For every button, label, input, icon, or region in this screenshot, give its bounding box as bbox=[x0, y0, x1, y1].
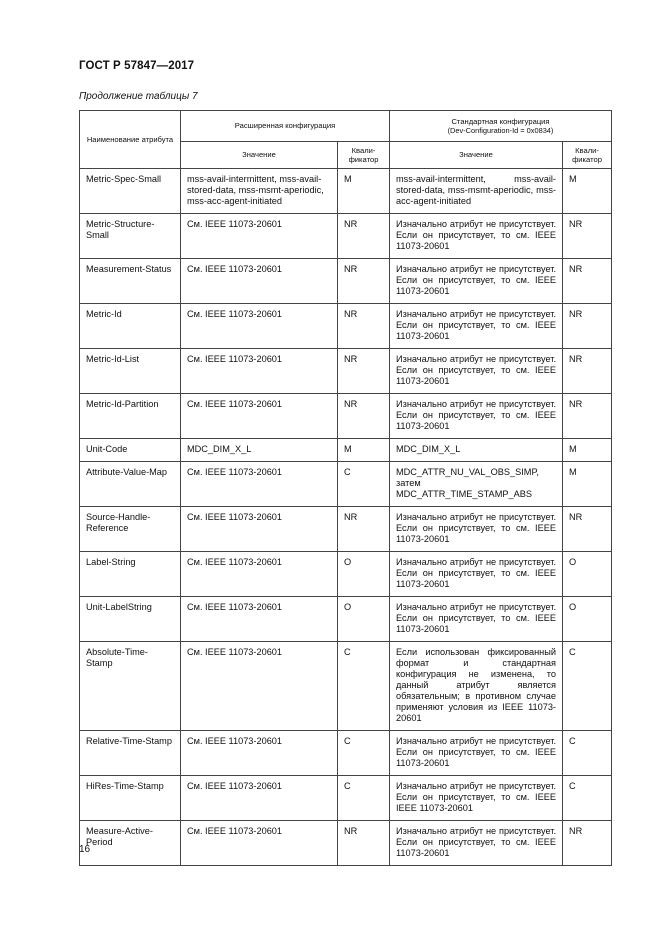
attribute-name-cell: Label-String bbox=[80, 552, 181, 597]
extended-value-cell: См. IEEE 11073-20601 bbox=[181, 507, 338, 552]
extended-value-cell: См. IEEE 11073-20601 bbox=[181, 642, 338, 731]
standard-value-cell: Если использован фиксированный формат и стандартная конфигурация не изменена, то данный атрибут является обязательным; в противном случае применяют условия из IEEE 11073-20601 bbox=[390, 642, 563, 731]
attribute-name-cell: Metric-Id bbox=[80, 304, 181, 349]
header-std-qualifier: Квали-фикатор bbox=[563, 142, 612, 169]
table-row bbox=[80, 507, 612, 552]
table-row bbox=[80, 597, 612, 642]
header-attribute-name: Наименование атрибута bbox=[80, 111, 181, 169]
extended-qualifier-cell: O bbox=[338, 552, 390, 597]
extended-qualifier-cell: NR bbox=[338, 349, 390, 394]
page-number: 16 bbox=[79, 844, 91, 855]
extended-qualifier-cell: NR bbox=[338, 394, 390, 439]
standard-value-cell: Изначально атрибут не присутствует. Если он присутствует, то см. IEEE 11073-20601 bbox=[390, 552, 563, 597]
extended-qualifier-cell: C bbox=[338, 642, 390, 731]
attribute-name-cell: Metric-Structure-Small bbox=[80, 214, 181, 259]
standard-qualifier-cell: NR bbox=[563, 821, 612, 866]
table-row bbox=[80, 642, 612, 731]
extended-value-cell: См. IEEE 11073-20601 bbox=[181, 259, 338, 304]
standard-qualifier-cell: M bbox=[563, 439, 612, 462]
extended-value-cell: См. IEEE 11073-20601 bbox=[181, 597, 338, 642]
extended-qualifier-cell: NR bbox=[338, 214, 390, 259]
extended-qualifier-cell: C bbox=[338, 462, 390, 507]
table-row bbox=[80, 439, 612, 462]
header-ext-qualifier: Квали-фикатор bbox=[338, 142, 390, 169]
attribute-name-cell: Absolute-Time-Stamp bbox=[80, 642, 181, 731]
table-row bbox=[80, 552, 612, 597]
attribute-name-cell: Unit-LabelString bbox=[80, 597, 181, 642]
standard-value-cell: MDC_ATTR_NU_VAL_OBS_SIMP, затем MDC_ATTR_TIME_STAMP_ABS bbox=[390, 462, 563, 507]
extended-qualifier-cell: M bbox=[338, 169, 390, 214]
standard-qualifier-cell: M bbox=[563, 169, 612, 214]
standard-value-cell: Изначально атрибут не присутствует. Если он присутствует, то см. IEEE IEEE 11073-20601 bbox=[390, 776, 563, 821]
header-ext-value: Значение bbox=[181, 142, 338, 169]
extended-value-cell: См. IEEE 11073-20601 bbox=[181, 304, 338, 349]
standard-config-id: (Dev-Configuration-Id = 0x0834) bbox=[447, 126, 554, 135]
standard-value-cell: Изначально атрибут не присутствует. Если он присутствует, то см. IEEE 11073-20601 bbox=[390, 214, 563, 259]
attribute-name-cell: Unit-Code bbox=[80, 439, 181, 462]
standard-title: ГОСТ Р 57847—2017 bbox=[79, 60, 195, 72]
extended-value-cell: См. IEEE 11073-20601 bbox=[181, 552, 338, 597]
extended-value-cell: См. IEEE 11073-20601 bbox=[181, 731, 338, 776]
standard-qualifier-cell: NR bbox=[563, 259, 612, 304]
extended-qualifier-cell: C bbox=[338, 776, 390, 821]
extended-qualifier-cell: M bbox=[338, 439, 390, 462]
standard-qualifier-cell: NR bbox=[563, 394, 612, 439]
standard-value-cell: Изначально атрибут не присутствует. Если он присутствует, то см. IEEE 11073-20601 bbox=[390, 259, 563, 304]
standard-value-cell: Изначально атрибут не присутствует. Если он присутствует, то см. IEEE 11073-20601 bbox=[390, 821, 563, 866]
standard-qualifier-cell: O bbox=[563, 552, 612, 597]
standard-qualifier-cell: NR bbox=[563, 507, 612, 552]
standard-qualifier-cell: C bbox=[563, 731, 612, 776]
header-std-value: Значение bbox=[390, 142, 563, 169]
standard-value-cell: Изначально атрибут не присутствует. Если он присутствует, то см. IEEE 11073-20601 bbox=[390, 394, 563, 439]
standard-value-cell: Изначально атрибут не присутствует. Если он присутствует, то см. IEEE 11073-20601 bbox=[390, 349, 563, 394]
extended-qualifier-cell: NR bbox=[338, 259, 390, 304]
extended-value-cell: См. IEEE 11073-20601 bbox=[181, 349, 338, 394]
standard-qualifier-cell: NR bbox=[563, 304, 612, 349]
table-row bbox=[80, 304, 612, 349]
standard-config-title: Стандартная конфигурация bbox=[451, 116, 550, 126]
extended-qualifier-cell: NR bbox=[338, 304, 390, 349]
table-row bbox=[80, 731, 612, 776]
standard-qualifier-cell: M bbox=[563, 462, 612, 507]
standard-qualifier-cell: NR bbox=[563, 214, 612, 259]
attribute-name-cell: Metric-Spec-Small bbox=[80, 169, 181, 214]
standard-qualifier-cell: NR bbox=[563, 349, 612, 394]
table-header bbox=[80, 111, 612, 169]
extended-qualifier-cell: O bbox=[338, 597, 390, 642]
extended-value-cell: См. IEEE 11073-20601 bbox=[181, 776, 338, 821]
standard-qualifier-cell: O bbox=[563, 597, 612, 642]
standard-value-cell: Изначально атрибут не присутствует. Если он присутствует, то см. IEEE 11073-20601 bbox=[390, 597, 563, 642]
attribute-name-cell: Source-Handle-Reference bbox=[80, 507, 181, 552]
attribute-name-cell: HiRes-Time-Stamp bbox=[80, 776, 181, 821]
standard-value-cell: Изначально атрибут не присутствует. Если он присутствует, то см. IEEE 11073-20601 bbox=[390, 731, 563, 776]
attribute-name-cell: Relative-Time-Stamp bbox=[80, 731, 181, 776]
attribute-table bbox=[79, 110, 612, 866]
standard-value-cell: mss-avail-intermittent, mss-avail-stored-data, mss-msmt-aperiodic, mss-acc-agent-initiated bbox=[390, 169, 563, 214]
table-row bbox=[80, 462, 612, 507]
attribute-name-cell: Metric-Id-List bbox=[80, 349, 181, 394]
standard-value-cell: Изначально атрибут не присутствует. Если он присутствует, то см. IEEE 11073-20601 bbox=[390, 304, 563, 349]
table-row bbox=[80, 776, 612, 821]
table-row bbox=[80, 214, 612, 259]
extended-value-cell: См. IEEE 11073-20601 bbox=[181, 462, 338, 507]
standard-qualifier-cell: C bbox=[563, 642, 612, 731]
header-extended-config: Расширенная конфигурация bbox=[181, 111, 390, 142]
table-row bbox=[80, 821, 612, 866]
extended-qualifier-cell: NR bbox=[338, 821, 390, 866]
table-caption: Продолжение таблицы 7 bbox=[79, 91, 198, 102]
extended-value-cell: См. IEEE 11073-20601 bbox=[181, 821, 338, 866]
attribute-name-cell: Measure-Active-Period bbox=[80, 821, 181, 866]
standard-value-cell: Изначально атрибут не присутствует. Если он присутствует, то см. IEEE 11073-20601 bbox=[390, 507, 563, 552]
standard-qualifier-cell: C bbox=[563, 776, 612, 821]
extended-value-cell: См. IEEE 11073-20601 bbox=[181, 214, 338, 259]
table-row bbox=[80, 394, 612, 439]
attribute-name-cell: Metric-Id-Partition bbox=[80, 394, 181, 439]
table-row bbox=[80, 349, 612, 394]
attribute-name-cell: Attribute-Value-Map bbox=[80, 462, 181, 507]
extended-value-cell: MDC_DIM_X_L bbox=[181, 439, 338, 462]
table-row bbox=[80, 169, 612, 214]
extended-value-cell: См. IEEE 11073-20601 bbox=[181, 394, 338, 439]
extended-value-cell: mss-avail-intermittent, mss-avail-stored-data, mss-msmt-aperiodic, mss-acc-agent-initiated bbox=[181, 169, 338, 214]
header-standard-config bbox=[390, 111, 612, 142]
table-body bbox=[80, 169, 612, 866]
extended-qualifier-cell: C bbox=[338, 731, 390, 776]
attribute-name-cell: Measurement-Status bbox=[80, 259, 181, 304]
standard-value-cell: MDC_DIM_X_L bbox=[390, 439, 563, 462]
extended-qualifier-cell: NR bbox=[338, 507, 390, 552]
table-row bbox=[80, 259, 612, 304]
